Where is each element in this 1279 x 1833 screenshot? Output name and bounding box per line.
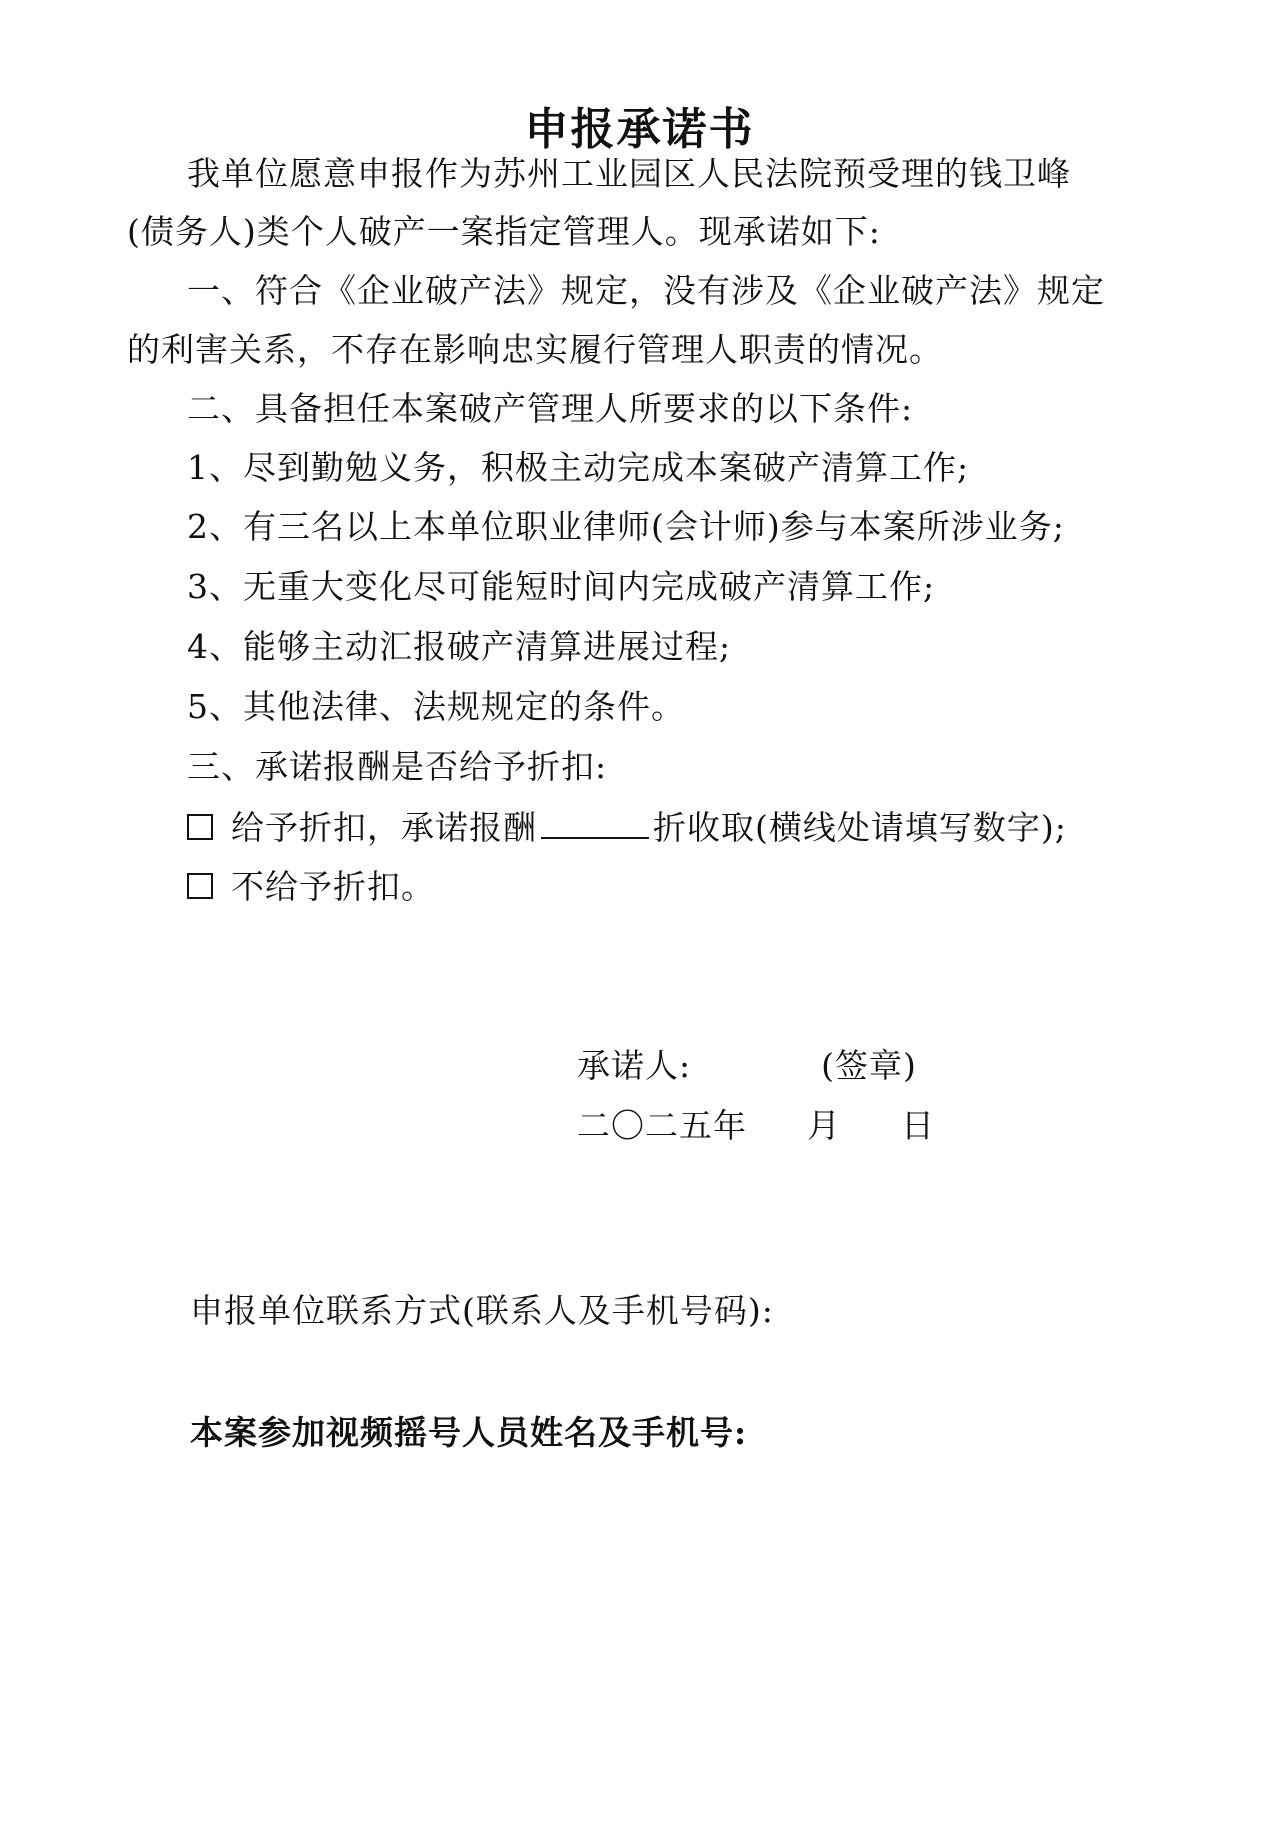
discount-no-checkbox[interactable] [187, 873, 213, 899]
contact-label: 申报单位联系方式(联系人及手机号码): [190, 1291, 774, 1330]
intro-line-2: (债务人)类个人破产一案指定管理人。现承诺如下: [127, 212, 881, 251]
discount-yes-text-after: 折收取(横线处请填写数字); [653, 808, 1067, 847]
condition-item-4: 4、能够主动汇报破产清算进展过程; [187, 627, 732, 666]
date-row [577, 1106, 935, 1146]
discount-yes-checkbox[interactable] [187, 814, 213, 840]
intro-line-1: 我单位愿意申报作为苏州工业园区人民法院预受理的钱卫峰 [187, 154, 1071, 193]
promisor-label: 承诺人: [577, 1046, 692, 1085]
section1-line-1: 一、符合《企业破产法》规定，没有涉及《企业破产法》规定 [187, 271, 1105, 310]
date-day: 日 [901, 1106, 935, 1145]
seal-label: (签章) [821, 1046, 917, 1085]
section3-heading: 三、承诺报酬是否给予折扣: [187, 747, 608, 786]
condition-item-5: 5、其他法律、法规规定的条件。 [187, 687, 685, 726]
discount-rate-blank[interactable] [541, 807, 649, 839]
condition-item-1: 1、尽到勤勉义务，积极主动完成本案破产清算工作; [187, 448, 970, 487]
date-year: 二〇二五年 [577, 1106, 747, 1145]
document-title: 申报承诺书 [524, 104, 755, 155]
condition-item-3: 3、无重大变化尽可能短时间内完成破产清算工作; [187, 567, 936, 606]
date-month: 月 [807, 1106, 841, 1145]
section1-line-2: 的利害关系，不存在影响忠实履行管理人职责的情况。 [127, 330, 943, 369]
discount-yes-text-before: 给予折扣，承诺报酬 [231, 808, 537, 847]
discount-option-no [187, 867, 435, 907]
video-lottery-label: 本案参加视频摇号人员姓名及手机号: [190, 1413, 748, 1452]
section2-heading: 二、具备担任本案破产管理人所要求的以下条件: [187, 389, 914, 428]
discount-no-text: 不给予折扣。 [231, 867, 435, 906]
promisor-row [577, 1046, 917, 1086]
condition-item-2: 2、有三名以上本单位职业律师(会计师)参与本案所涉业务; [187, 507, 1065, 546]
discount-option-yes [187, 807, 1067, 848]
